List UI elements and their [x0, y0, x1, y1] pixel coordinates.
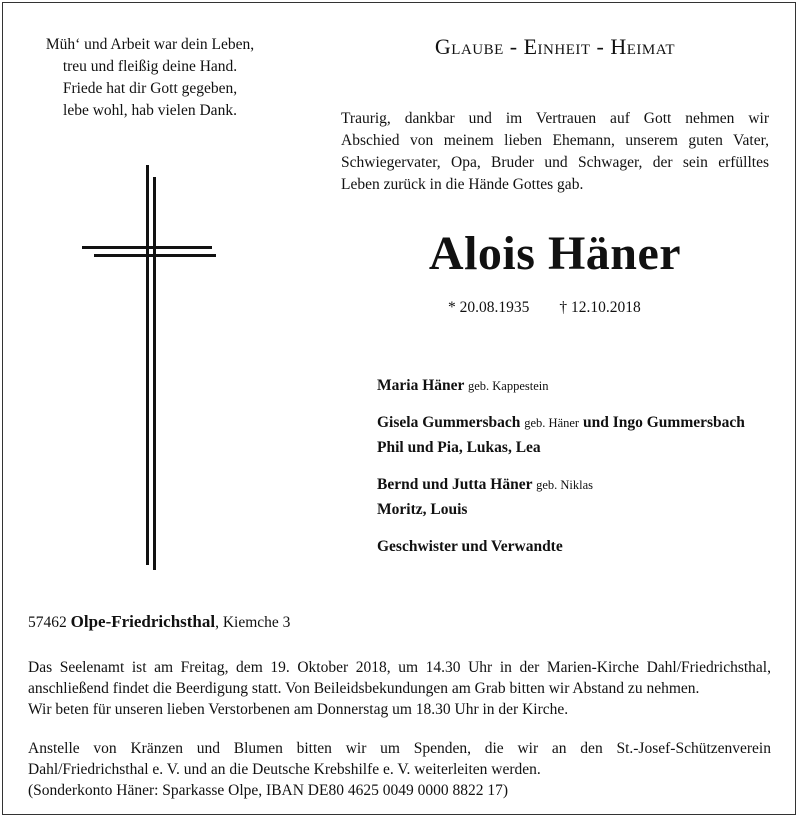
maiden-name: geb. Kappestein — [467, 379, 549, 393]
family-line — [377, 476, 593, 494]
donation-notice — [28, 738, 771, 801]
death-date: † 12.10.2018 — [559, 299, 641, 316]
intro-line: Abschied von meinem lieben Ehemann, unserem guten Vater, — [341, 132, 769, 149]
intro-line: Traurig, dankbar und im Vertrauen auf Gott nehmen wir — [341, 110, 769, 127]
notice-line: Anstelle von Kränzen und Blumen bitten wir um Spenden, die wir an den St.-Josef-Schützenverein — [28, 740, 771, 757]
family-line: Moritz, Louis — [377, 501, 468, 518]
intro-line: Leben zurück in die Hände Gottes gab. — [341, 176, 584, 193]
birth-date: * 20.08.1935 — [448, 299, 530, 316]
notice-line: Das Seelenamt ist am Freitag, dem 19. Oktober 2018, um 14.30 Uhr in der Marien-Kirche Dahl/Friedrichsthal, — [28, 659, 771, 676]
family-member: und Ingo Gummersbach — [582, 414, 745, 431]
notice-line: Dahl/Friedrichsthal e. V. und an die Deutsche Krebshilfe e. V. weiterleiten werden. — [28, 761, 541, 778]
family-line: Phil und Pia, Lukas, Lea — [377, 439, 541, 456]
street: , Kiemche 3 — [215, 614, 291, 631]
zip-code: 57462 — [28, 614, 67, 631]
funeral-notice — [28, 657, 771, 720]
notice-line: (Sonderkonto Häner: Sparkasse Olpe, IBAN DE80 4625 0049 0000 8822 17) — [28, 782, 509, 799]
cross-icon — [80, 165, 220, 575]
family-line — [377, 377, 549, 395]
city: Olpe-Friedrichsthal — [70, 612, 216, 631]
family-member: Bernd und Jutta Häner — [377, 476, 533, 493]
notice-line: anschließend findet die Beerdigung statt. Von Beileidsbekundungen am Grab bitten wir Abstand zu nehmen. — [28, 680, 700, 697]
motto-heading: Glaube - Einheit - Heimat — [434, 34, 676, 59]
family-member: Maria Häner — [377, 377, 465, 394]
poem-line: Friede hat dir Gott gegeben, — [62, 80, 238, 97]
poem-line: Müh‘ und Arbeit war dein Leben, — [45, 36, 255, 53]
notice-line: Wir beten für unseren lieben Verstorbenen am Donnerstag um 18.30 Uhr in der Kirche. — [28, 701, 569, 718]
family-line — [377, 414, 745, 432]
maiden-name: geb. Niklas — [536, 478, 593, 492]
intro-line: Schwiegervater, Opa, Bruder und Schwager, der sein erfülltes — [341, 154, 769, 171]
poem — [0, 34, 300, 122]
address — [28, 612, 290, 632]
deceased-name: Alois Häner — [428, 227, 682, 280]
life-dates — [448, 299, 641, 317]
intro-text — [341, 108, 769, 196]
family-line: Geschwister und Verwandte — [377, 538, 563, 555]
family-member: Gisela Gummersbach — [377, 414, 521, 431]
poem-line: lebe wohl, hab vielen Dank. — [63, 102, 237, 119]
maiden-name: geb. Häner — [524, 416, 580, 430]
poem-line: treu und fleißig deine Hand. — [62, 58, 238, 75]
